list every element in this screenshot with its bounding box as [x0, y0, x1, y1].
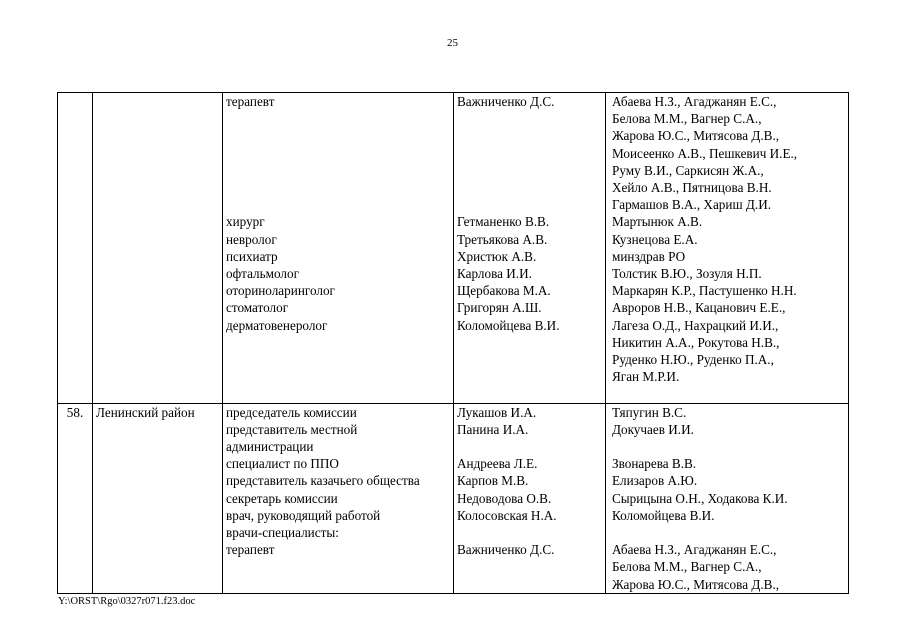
- reserve-line: Мартынюк А.В.: [612, 214, 703, 230]
- role-line: [226, 145, 450, 162]
- role-line: хирург: [226, 214, 265, 230]
- reserve-line: Жарова Ю.С., Митясова Д.В.,: [612, 576, 780, 592]
- reserve-line: Толстик В.Ю., Зозуля Н.П.: [612, 266, 762, 282]
- role-line: [226, 127, 450, 144]
- member-name: [457, 351, 602, 368]
- role-line: врачи-специалисты:: [226, 524, 339, 540]
- reserve-line: Руденко Н.Ю., Руденко П.А.,: [612, 352, 774, 368]
- member-name: [457, 575, 602, 592]
- reserve-line: Лагеза О.Д., Нахрацкий И.И.,: [612, 317, 779, 333]
- commission-table: [57, 92, 849, 594]
- member-name: [457, 334, 602, 351]
- role-line: дерматовенеролог: [226, 317, 328, 333]
- member-name: [457, 179, 602, 196]
- reserve-line: Моисеенко А.В., Пешкевич И.Е.,: [612, 145, 798, 161]
- member-name: Гетманенко В.В.: [457, 214, 550, 230]
- table-row: [58, 403, 849, 593]
- row-number: 58.: [66, 404, 84, 420]
- member-name: [457, 368, 602, 385]
- reserve-line: [609, 524, 845, 541]
- role-line: [226, 334, 450, 351]
- role-line: врач, руководящий работой: [226, 507, 381, 523]
- role-line: председатель комиссии: [226, 404, 357, 420]
- member-name: Григорян А.Ш.: [457, 300, 542, 316]
- member-name: Андреева Л.Е.: [457, 456, 538, 472]
- member-name: Лукашов И.А.: [457, 404, 537, 420]
- reserve-line: минздрав РО: [612, 248, 686, 264]
- member-name: Христюк А.В.: [457, 248, 537, 264]
- role-line: оториноларинголог: [226, 283, 335, 299]
- role-line: [226, 351, 450, 368]
- file-path-footer: Y:\ORST\Rgo\0327r071.f23.doc: [58, 596, 196, 607]
- row-number: [61, 93, 89, 110]
- reserve-line: Никитин А.А., Рокутова Н.В.,: [612, 334, 780, 350]
- member-name: [457, 524, 602, 541]
- member-name: Карпов М.В.: [457, 473, 529, 489]
- member-name: [457, 110, 602, 127]
- member-name: Колосовская Н.А.: [457, 507, 557, 523]
- member-cell: [454, 93, 606, 404]
- reserve-line: Жарова Ю.С., Митясова Д.В.,: [612, 128, 780, 144]
- member-name: [457, 558, 602, 575]
- reserve-line: [609, 438, 845, 455]
- role-line: терапевт: [226, 94, 275, 109]
- role-line: [226, 110, 450, 127]
- reserve-line: Докучаев И.И.: [612, 421, 694, 437]
- reserve-line: Коломойцева В.И.: [612, 507, 715, 523]
- member-name: Коломойцева В.И.: [457, 317, 560, 333]
- role-line: невролог: [226, 231, 277, 247]
- reserve-cell: [606, 93, 849, 404]
- row-number-cell: [58, 403, 93, 593]
- row-number-cell: [58, 93, 93, 404]
- member-name: [457, 145, 602, 162]
- role-cell: [223, 93, 454, 404]
- role-line: [226, 196, 450, 213]
- member-name: Недоводова О.В.: [457, 490, 552, 506]
- reserve-line: Сырицына О.Н., Ходакова К.И.: [612, 490, 788, 506]
- role-line: [226, 179, 450, 196]
- reserve-line: Руму В.И., Саркисян Ж.А.,: [612, 162, 764, 178]
- role-line: секретарь комиссии: [226, 490, 338, 506]
- member-name: [457, 196, 602, 213]
- table-row: [58, 93, 849, 404]
- district-name: Ленинский район: [96, 404, 195, 420]
- reserve-line: Авроров Н.В., Кацанович Е.Е.,: [612, 300, 786, 316]
- role-line: стоматолог: [226, 300, 289, 316]
- reserve-line: Абаева Н.З., Агаджанян Е.С.,: [612, 94, 777, 109]
- reserve-cell: [606, 403, 849, 593]
- role-line: терапевт: [226, 542, 275, 558]
- role-line: специалист по ППО: [226, 456, 339, 472]
- member-name: [457, 438, 602, 455]
- reserve-line: Елизаров А.Ю.: [612, 473, 698, 489]
- member-name: Важниченко Д.С.: [457, 94, 555, 109]
- reserve-line: Белова М.М., Вагнер С.А.,: [612, 111, 762, 127]
- reserve-line: Звонарева В.В.: [612, 456, 697, 472]
- reserve-line: Тяпугин В.С.: [612, 404, 687, 420]
- member-name: Щербакова М.А.: [457, 283, 551, 299]
- role-line: [226, 558, 450, 575]
- member-name: Третьякова А.В.: [457, 231, 548, 247]
- reserve-line: Кузнецова Е.А.: [612, 231, 698, 247]
- member-name: [457, 162, 602, 179]
- reserve-line: Яган М.Р.И.: [612, 369, 680, 385]
- reserve-line: Гармашов В.А., Хариш Д.И.: [612, 197, 772, 213]
- member-name: Важниченко Д.С.: [457, 542, 555, 558]
- role-line: [226, 385, 450, 402]
- member-name: [457, 127, 602, 144]
- role-line: [226, 576, 450, 593]
- reserve-line: Белова М.М., Вагнер С.А.,: [612, 559, 762, 575]
- district-cell: [93, 403, 223, 593]
- role-line: [226, 368, 450, 385]
- reserve-line: Хейло А.В., Пятницова В.Н.: [612, 180, 772, 196]
- role-line: психиатр: [226, 248, 278, 264]
- role-line: администрации: [226, 438, 314, 454]
- role-line: представитель казачьего общества: [226, 473, 420, 489]
- table-body: [58, 93, 849, 594]
- district-name: [96, 93, 219, 110]
- role-line: [226, 162, 450, 179]
- member-name: [457, 385, 602, 402]
- reserve-line: Маркарян К.Р., Пастушенко Н.Н.: [612, 283, 797, 299]
- role-cell: [223, 403, 454, 593]
- role-line: офтальмолог: [226, 265, 299, 281]
- member-name: Панина И.А.: [457, 421, 529, 437]
- page-number: 25: [447, 37, 458, 49]
- role-line: представитель местной: [226, 421, 358, 437]
- reserve-line: Абаева Н.З., Агаджанян Е.С.,: [612, 542, 777, 558]
- member-cell: [454, 403, 606, 593]
- member-name: Карлова И.И.: [457, 265, 532, 281]
- district-cell: [93, 93, 223, 404]
